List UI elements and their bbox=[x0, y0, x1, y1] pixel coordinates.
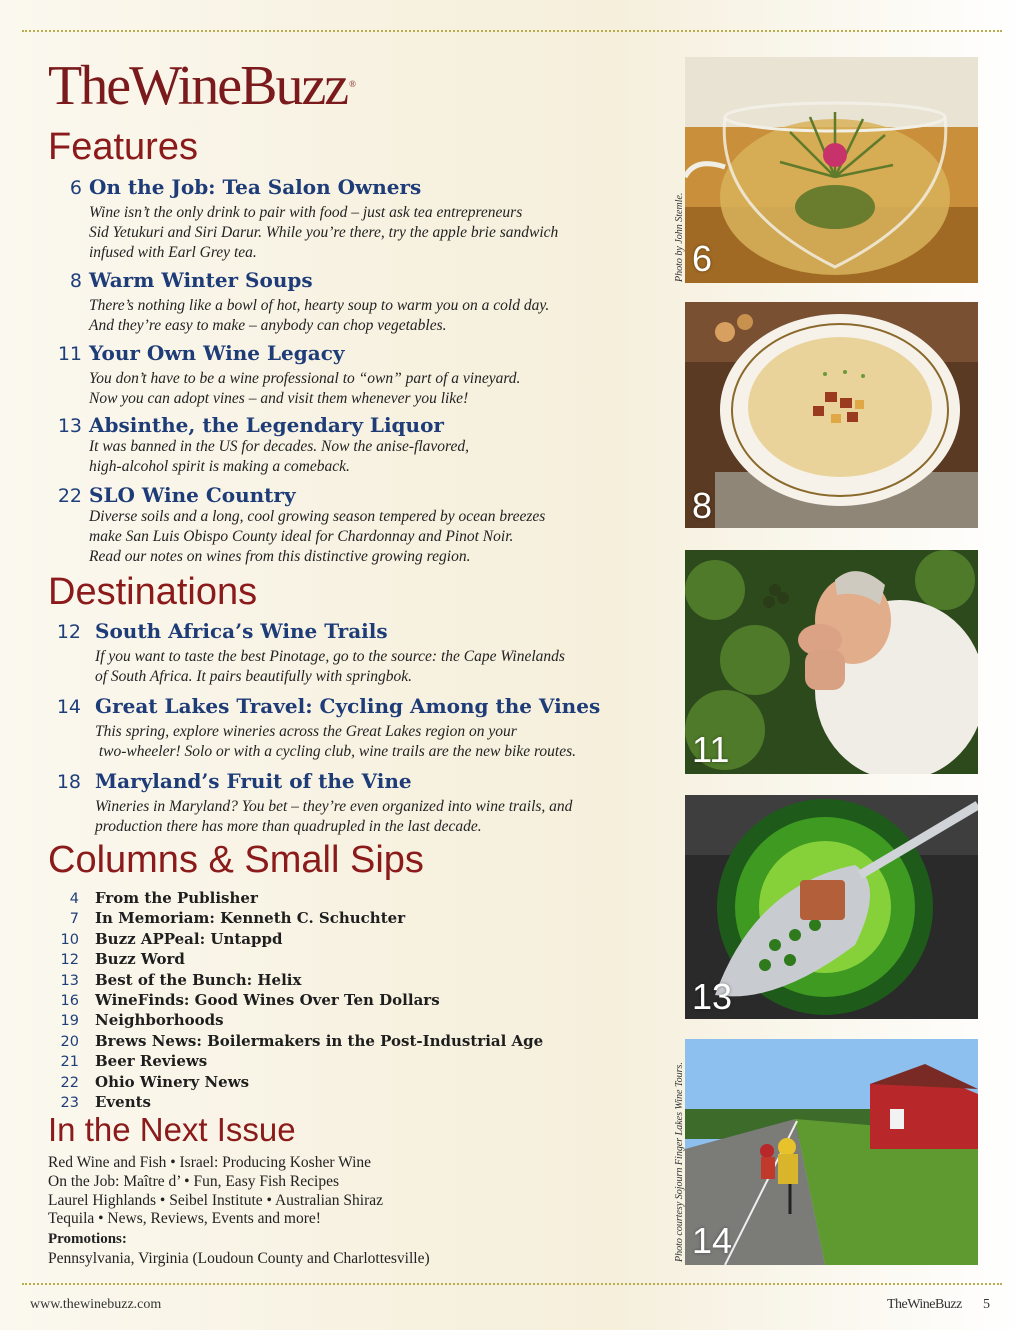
page-number: 23 bbox=[60, 1094, 79, 1111]
page-number: 18 bbox=[56, 771, 81, 793]
next-issue-list bbox=[48, 1154, 383, 1229]
destination-description: If you want to taste the best Pinotage, go to the source: the Cape Winelands of South Africa. It pairs beautifully with springbok. bbox=[95, 648, 565, 685]
column-title[interactable]: From the Publisher bbox=[95, 889, 258, 907]
destination-item[interactable] bbox=[48, 694, 648, 762]
column-item[interactable] bbox=[48, 889, 543, 909]
destination-description: Wineries in Maryland? You bet – they’re even organized into wine trails, and production there has more than quadrupled in the last decade. bbox=[95, 798, 573, 835]
next-issue-line: Laurel Highlands • Seibel Institute • Australian Shiraz bbox=[48, 1191, 383, 1209]
page-number: 20 bbox=[60, 1033, 79, 1050]
page-number: 7 bbox=[69, 911, 79, 928]
feature-item[interactable] bbox=[48, 483, 648, 567]
columns-heading: Columns & Small Sips bbox=[48, 839, 424, 881]
page-number: 14 bbox=[56, 696, 81, 718]
destinations-heading: Destinations bbox=[48, 571, 258, 613]
column-item[interactable] bbox=[48, 971, 543, 991]
page-number: 12 bbox=[60, 952, 79, 969]
page-number: 13 bbox=[57, 415, 82, 437]
feature-title[interactable]: Absinthe, the Legendary Liquor bbox=[89, 413, 444, 437]
next-issue-heading: In the Next Issue bbox=[48, 1111, 296, 1148]
feature-item[interactable] bbox=[48, 341, 648, 409]
page-number: 22 bbox=[57, 485, 82, 507]
destination-title[interactable]: Maryland’s Fruit of the Vine bbox=[95, 769, 412, 793]
promotions-text: Pennsylvania, Virginia (Loudoun County and Charlottesville) bbox=[48, 1250, 430, 1267]
page-number: 11 bbox=[57, 343, 82, 365]
column-item[interactable] bbox=[48, 1032, 543, 1052]
column-title[interactable]: Brews News: Boilermakers in the Post-Industrial Age bbox=[95, 1031, 544, 1050]
column-title[interactable]: WineFinds: Good Wines Over Ten Dollars bbox=[95, 990, 440, 1009]
page-number: 8 bbox=[69, 270, 82, 292]
feature-title[interactable]: On the Job: Tea Salon Owners bbox=[89, 175, 422, 199]
destination-item[interactable] bbox=[48, 769, 648, 837]
photo-soup[interactable] bbox=[685, 302, 978, 528]
column-title[interactable]: Beer Reviews bbox=[95, 1052, 208, 1071]
photo-tea[interactable] bbox=[685, 57, 978, 283]
feature-item[interactable] bbox=[48, 413, 648, 477]
column-title[interactable]: Buzz Word bbox=[95, 950, 185, 969]
footer-page-number: 5 bbox=[983, 1297, 990, 1312]
page-number: 10 bbox=[60, 931, 79, 948]
feature-description: There’s nothing like a bowl of hot, hearty soup to warm you on a cold day. And they’re easy to make – anybody can chop vegetables. bbox=[89, 297, 550, 334]
column-item[interactable] bbox=[48, 950, 543, 970]
photo-vineyard[interactable] bbox=[685, 550, 978, 774]
feature-description: Wine isn’t the only drink to pair with food – just ask tea entrepreneurs Sid Yetukuri and Siri Darur. While you’re there, try the apple brie sandwich infused with Earl Grey tea. bbox=[89, 204, 559, 261]
footer-url-link[interactable]: www.thewinebuzz.com bbox=[30, 1297, 162, 1312]
registered-mark: ® bbox=[349, 79, 356, 89]
soup-image bbox=[685, 302, 978, 528]
feature-title[interactable]: Warm Winter Soups bbox=[89, 268, 313, 292]
photo-page-number: 11 bbox=[692, 729, 730, 770]
page-number: 4 bbox=[69, 891, 79, 907]
page-number: 13 bbox=[60, 972, 79, 989]
destination-title[interactable]: South Africa’s Wine Trails bbox=[95, 619, 388, 643]
magazine-logo: TheWineBuzz ® bbox=[48, 55, 356, 117]
page-number: 6 bbox=[69, 177, 82, 199]
column-item[interactable] bbox=[48, 909, 543, 929]
bottom-dotted-rule bbox=[22, 1283, 1002, 1285]
page-number: 21 bbox=[60, 1054, 79, 1071]
feature-item[interactable] bbox=[48, 268, 648, 336]
photo-page-number: 6 bbox=[692, 238, 713, 279]
destination-title[interactable]: Great Lakes Travel: Cycling Among the Vines bbox=[95, 694, 601, 718]
feature-title[interactable]: Your Own Wine Legacy bbox=[89, 341, 345, 365]
photo-page-number: 8 bbox=[692, 485, 713, 526]
next-issue-line: Red Wine and Fish • Israel: Producing Kosher Wine bbox=[48, 1154, 372, 1171]
next-issue-line: Tequila • News, Reviews, Events and more! bbox=[48, 1210, 321, 1228]
promotions-label: Promotions: bbox=[48, 1231, 127, 1247]
column-item[interactable] bbox=[48, 1073, 543, 1093]
photo-cycling[interactable] bbox=[685, 1039, 978, 1265]
column-item[interactable] bbox=[48, 1011, 543, 1031]
next-issue-line: On the Job: Maître d’ • Fun, Easy Fish Recipes bbox=[48, 1172, 339, 1190]
column-title[interactable]: In Memoriam: Kenneth C. Schuchter bbox=[95, 909, 406, 928]
feature-description: Diverse soils and a long, cool growing season tempered by ocean breezes make San Luis Obispo County ideal for Chardonnay and Pinot Noir. Read our notes on wines from this distinctive growing region. bbox=[89, 508, 546, 565]
feature-description: You don’t have to be a wine professional to “own” part of a vineyard. Now you can adopt vines – and visit them whenever you like! bbox=[89, 370, 521, 407]
column-title[interactable]: Best of the Bunch: Helix bbox=[95, 970, 302, 989]
page-number: 12 bbox=[56, 621, 81, 643]
column-title[interactable]: Events bbox=[95, 1092, 151, 1111]
page-number: 22 bbox=[60, 1074, 79, 1091]
features-heading: Features bbox=[48, 126, 198, 168]
destination-item[interactable] bbox=[48, 619, 648, 687]
photo-page-number: 13 bbox=[692, 976, 733, 1017]
tea-image bbox=[685, 57, 978, 283]
column-item[interactable] bbox=[48, 1052, 543, 1072]
column-title[interactable]: Buzz APPeal: Untappd bbox=[95, 929, 283, 948]
page-number: 16 bbox=[60, 992, 79, 1009]
page-number: 19 bbox=[60, 1013, 79, 1030]
photo-credit-tea: Photo by John Stemle. bbox=[674, 192, 685, 282]
feature-item[interactable] bbox=[48, 175, 648, 263]
feature-title[interactable]: SLO Wine Country bbox=[89, 483, 296, 507]
column-item[interactable] bbox=[48, 930, 543, 950]
column-title[interactable]: Neighborhoods bbox=[95, 1011, 224, 1030]
destination-description: This spring, explore wineries across the Great Lakes region on your two-wheeler! Solo or with a cycling club, wine trails are the new bike routes. bbox=[95, 723, 576, 760]
column-item[interactable] bbox=[48, 991, 543, 1011]
photo-credit-cycling: Photo courtesy Sojourn Finger Lakes Wine Tours. bbox=[674, 1062, 685, 1262]
photo-page-number: 14 bbox=[692, 1220, 733, 1261]
column-title[interactable]: Ohio Winery News bbox=[95, 1072, 250, 1091]
top-dotted-rule bbox=[22, 30, 1002, 32]
photo-absinthe[interactable] bbox=[685, 795, 978, 1019]
footer-brand: TheWineBuzz bbox=[887, 1297, 962, 1312]
columns-list bbox=[48, 889, 543, 1113]
feature-description: It was banned in the US for decades. Now the anise-flavored, high-alcohol spirit is making a comeback. bbox=[89, 438, 469, 475]
